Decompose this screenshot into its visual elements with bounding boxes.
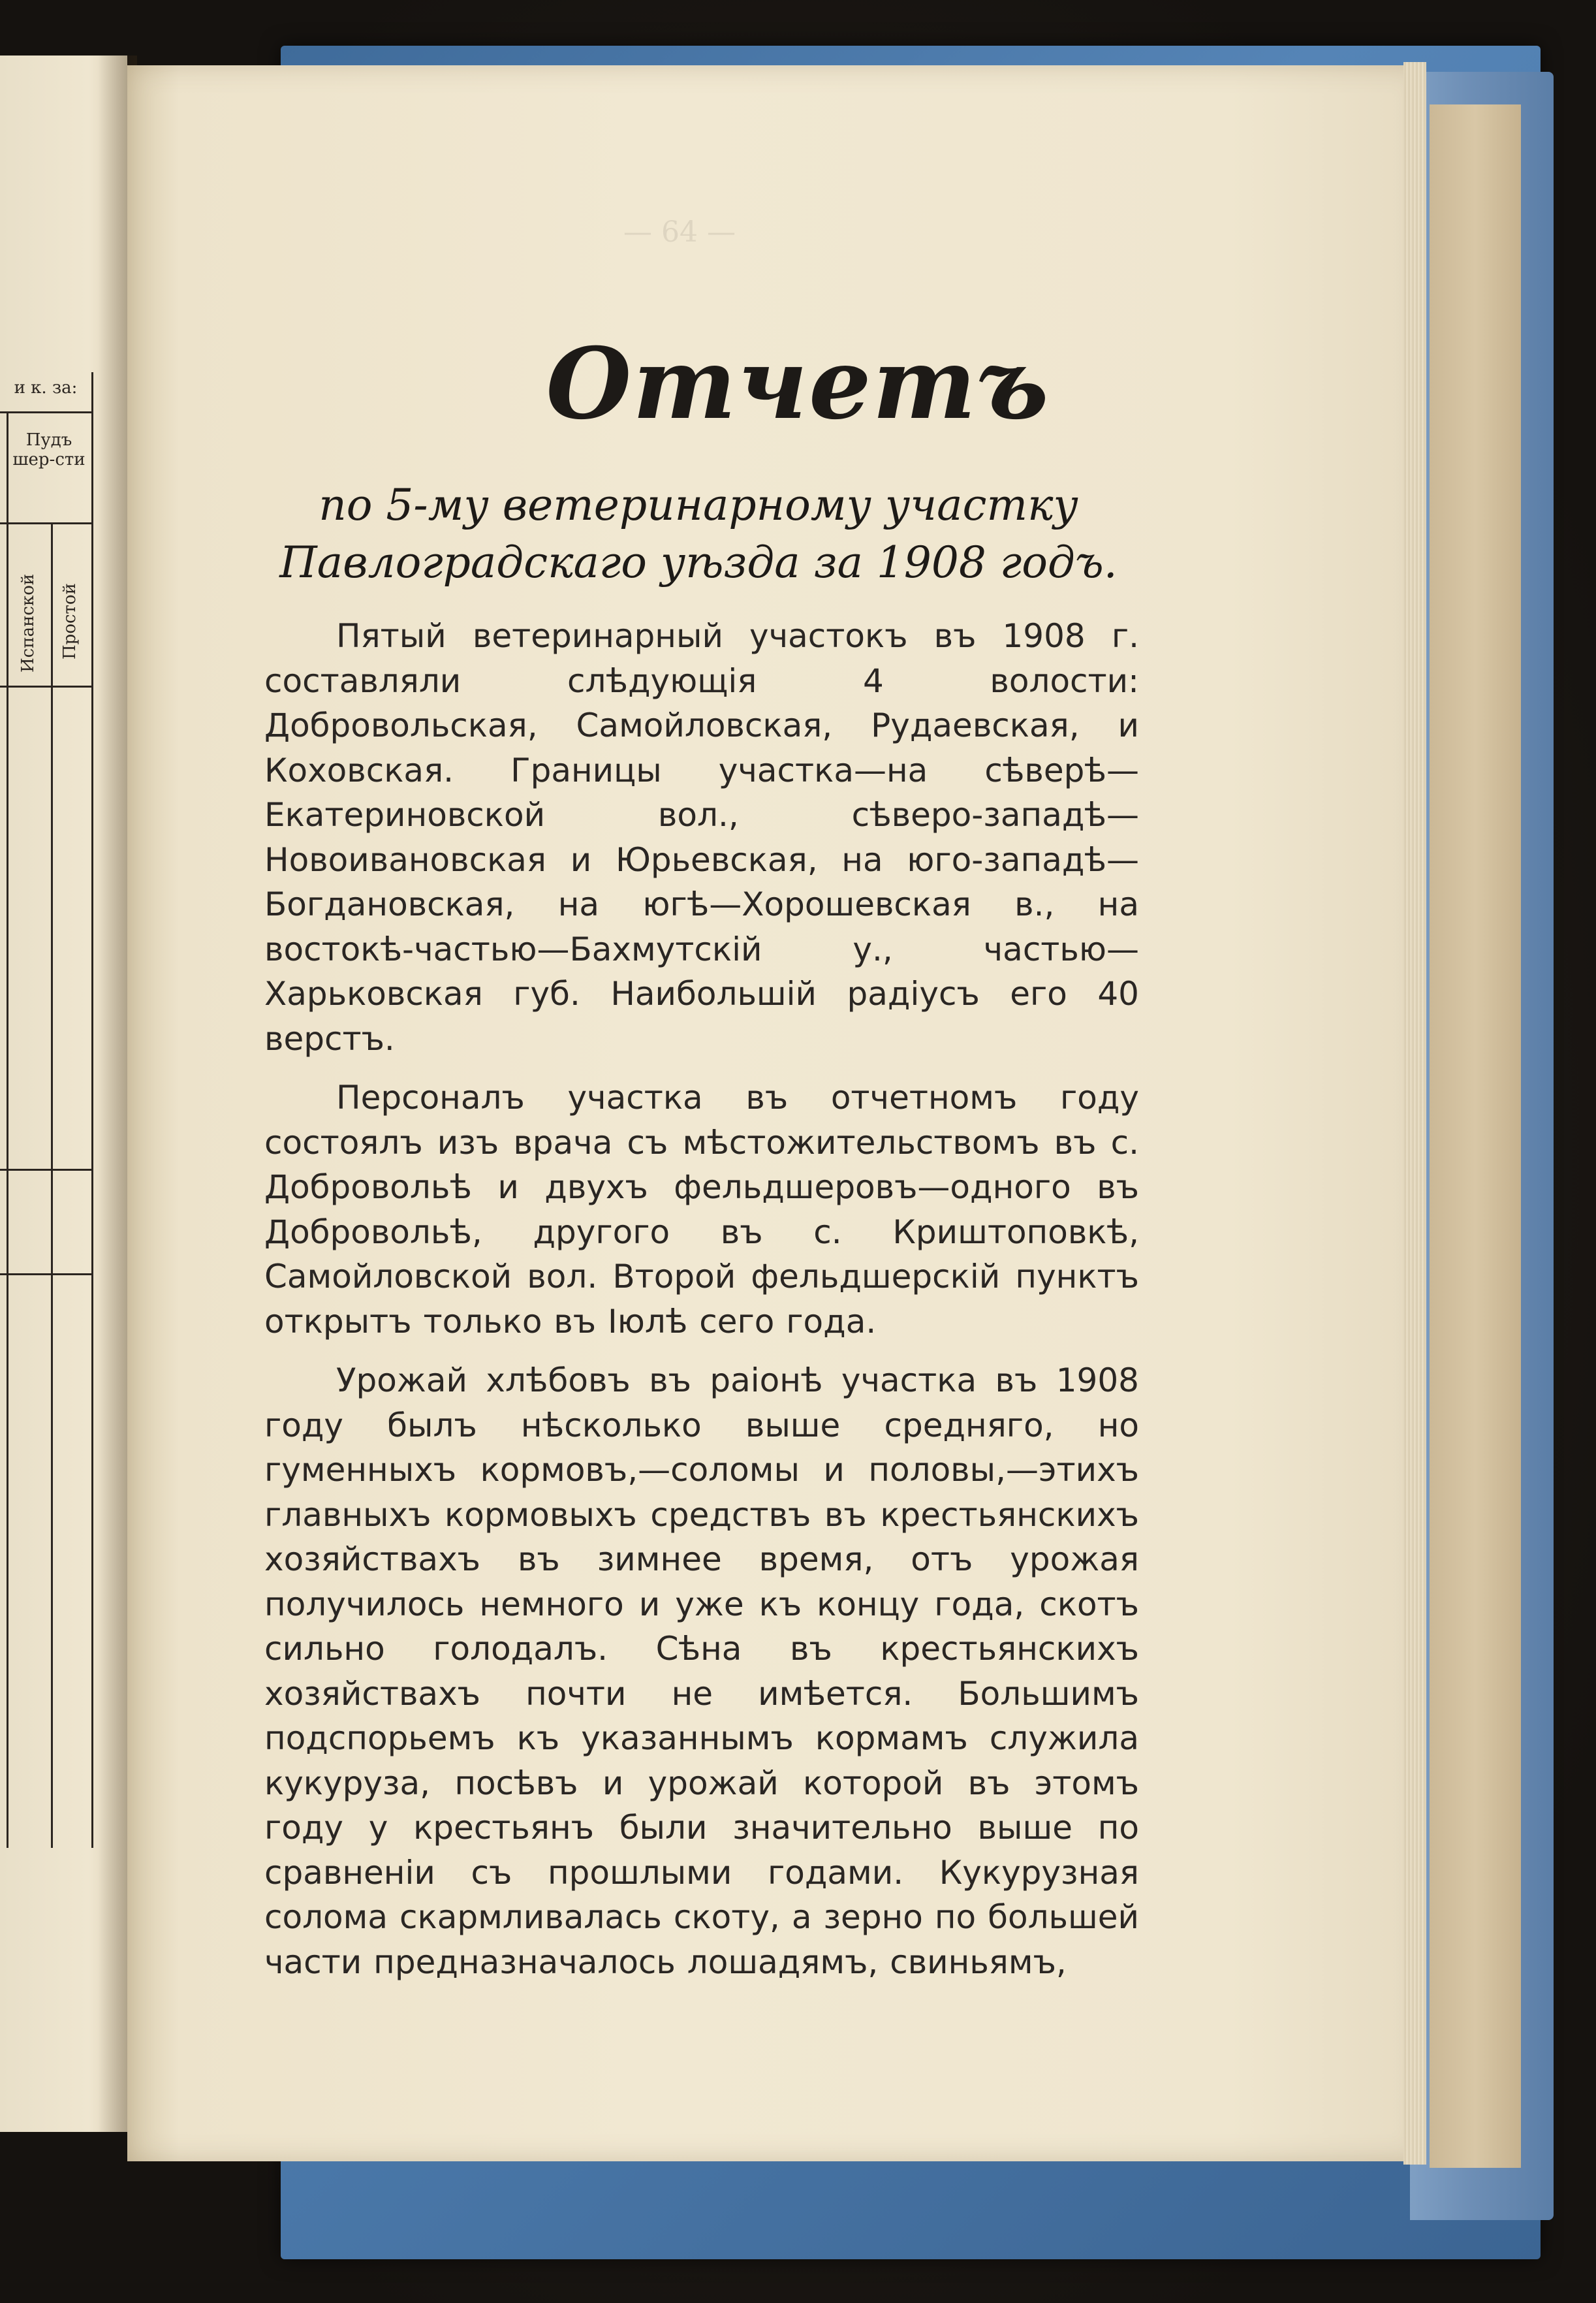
page-title: Отчетъ (546, 326, 1050, 441)
left-table-column-label: Испанской (18, 573, 38, 673)
left-table-header: и к. за: (14, 378, 78, 398)
body-text (264, 614, 1139, 1999)
left-page-table (0, 372, 93, 1848)
paragraph: Урожай хлѣбовъ въ раіонѣ участка въ 1908 году былъ нѣсколько выше средняго, но гуменныхъ кормовъ,—соломы и половы,—этихъ главныхъ кормовыхъ средствъ въ крестьянскихъ хозяйствахъ въ зимнее время, отъ урожая получилось немного и уже къ концу года, скотъ сильно голодалъ. Сѣна въ крестьянскихъ хозяйствахъ почти не имѣется. Большимъ подспорьемъ къ указаннымъ кормамъ служила кукуруза, посѣвъ и урожай которой въ этомъ году у крестьянъ были значительно выше по сравненіи съ прошлыми годами. Кукурузная солома скармливалась скоту, а зерно по большей части предназначалось лошадямъ, свиньямъ, (264, 1361, 1139, 1981)
table-rule (7, 411, 8, 1848)
left-table-column-label: Простой (60, 583, 80, 659)
table-rule (51, 522, 53, 1848)
table-rule (0, 1169, 91, 1171)
left-table-column-group: Пудъ шер-сти (12, 430, 86, 469)
table-rule (0, 1273, 91, 1275)
table-rule (0, 686, 91, 688)
paragraph: Персоналъ участка въ отчетномъ году состоялъ изъ врача съ мѣстожительствомъ въ с. Добровольѣ и двухъ фельдшеровъ—одного въ Добровольѣ, другого въ с. Криштоповкѣ, Самойловской вол. Второй фельдшерскій пунктъ открытъ только въ Іюлѣ сего года. (264, 1079, 1139, 1341)
paragraph: Пятый ветеринарный участокъ въ 1908 г. составляли слѣдующія 4 волости: Добровольская, Самойловская, Рудаевская, и Коховская. Границы участка—на сѣверѣ—Екатериновской вол., сѣверо-западѣ—Новоивановская и Юрьевская, на юго-западѣ—Богдановская, на югѣ—Хорошевская в., на востокѣ-частью—Бахмутскій у., частью—Харьковская губ. Наибольшій радіусъ его 40 верстъ. (264, 617, 1139, 1058)
bleed-through-page-number: — 64 — (623, 215, 736, 249)
table-rule (0, 522, 91, 524)
page-subtitle: по 5-му ветеринарному участку Павлоградскаго уѣзда за 1908 годъ. (279, 480, 1118, 588)
